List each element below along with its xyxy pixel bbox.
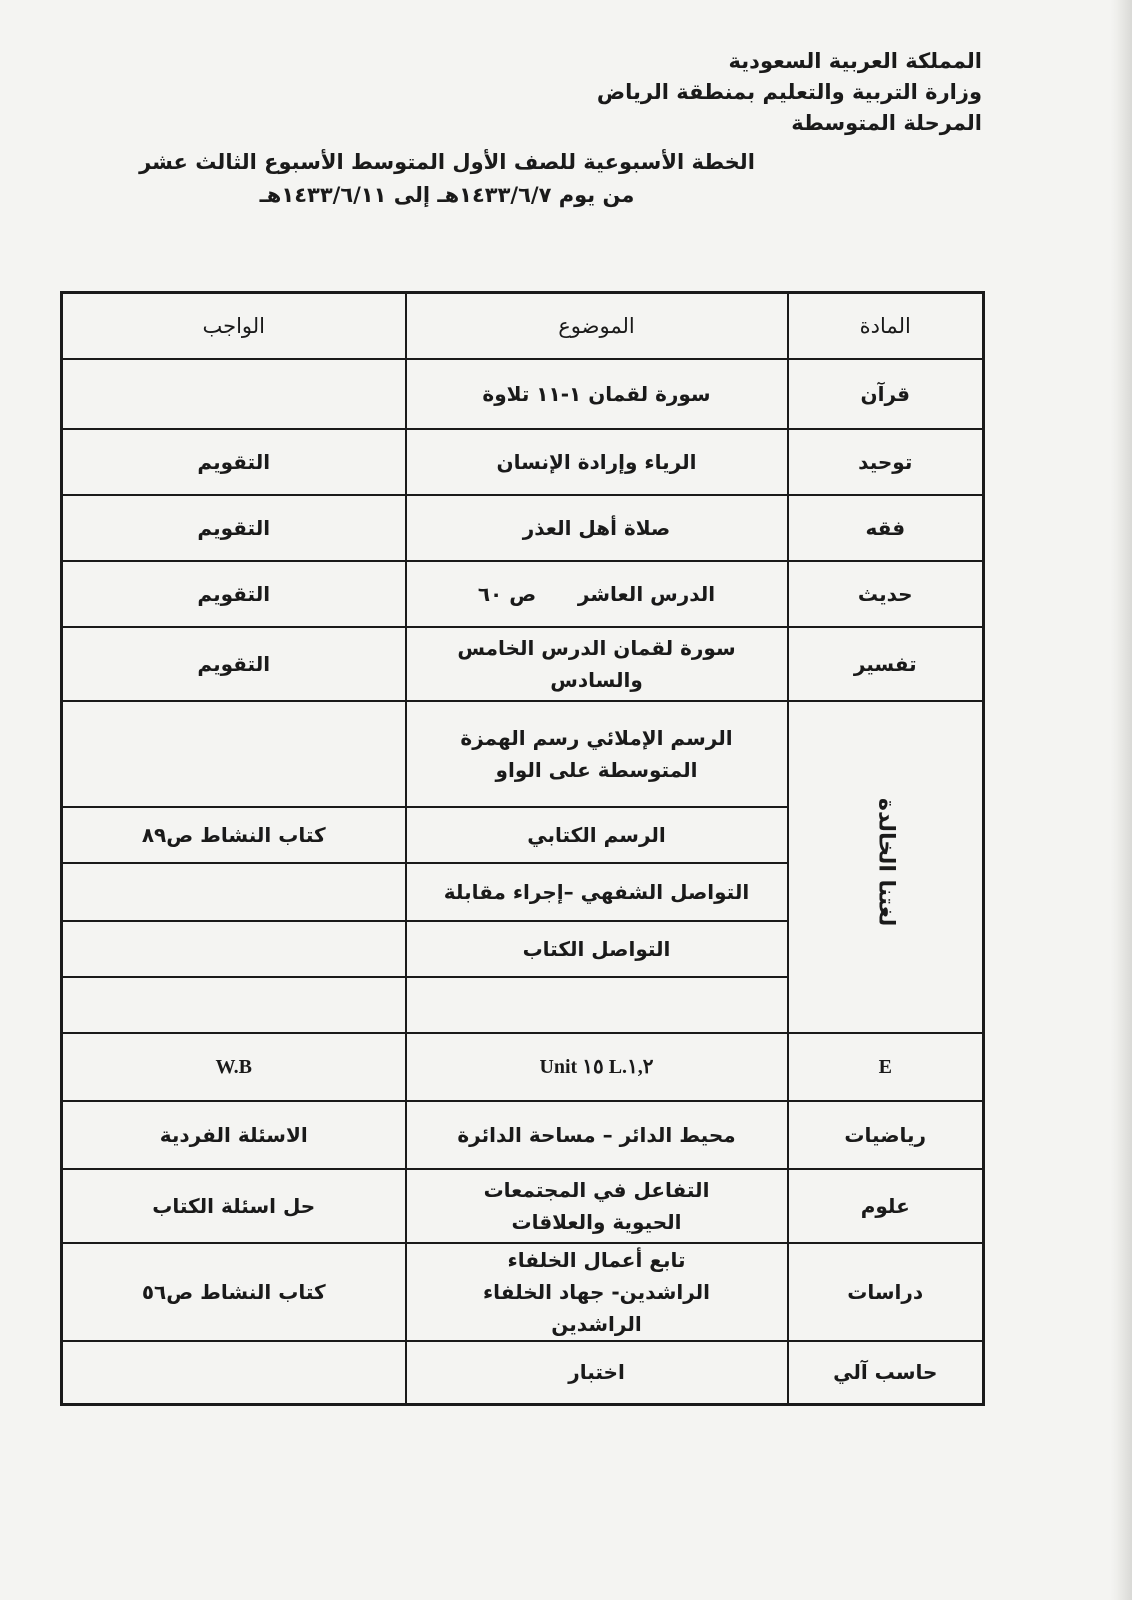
header-topic: الموضوع — [406, 293, 788, 359]
topic-cell — [406, 977, 788, 1033]
homework-cell: التقويم — [62, 429, 406, 495]
topic-line: الرسم الإملائي رسم الهمزة — [460, 725, 733, 750]
document-header — [282, 46, 982, 139]
subject-cell: قرآن — [788, 359, 984, 429]
header-homework: الواجب — [62, 293, 406, 359]
subject-cell: علوم — [788, 1169, 984, 1243]
subject-cell: E — [788, 1033, 984, 1101]
homework-cell: كتاب النشاط ص٥٦ — [62, 1243, 406, 1341]
topic-cell: اختبار — [406, 1341, 788, 1405]
plan-title — [137, 146, 757, 212]
topic-cell: صلاة أهل العذر — [406, 495, 788, 561]
header-ministry: وزارة التربية والتعليم بمنطقة الرياض — [596, 80, 982, 104]
subject-cell: تفسير — [788, 627, 984, 701]
subject-cell: فقه — [788, 495, 984, 561]
subject-cell: رياضيات — [788, 1101, 984, 1169]
homework-cell: التقويم — [62, 627, 406, 701]
weekly-plan-table — [60, 291, 985, 1406]
subject-cell: توحيد — [788, 429, 984, 495]
table-row — [62, 1341, 984, 1405]
topic-cell — [406, 701, 788, 807]
subject-cell: حديث — [788, 561, 984, 627]
homework-cell — [62, 1341, 406, 1405]
table-row — [62, 1101, 984, 1169]
homework-cell — [62, 359, 406, 429]
table-header-row — [62, 293, 984, 359]
header-kingdom: المملكة العربية السعودية — [728, 49, 982, 73]
homework-cell: كتاب النشاط ص٨٩ — [62, 807, 406, 863]
topic-cell: التفاعل في المجتمعات الحيوية والعلاقات — [406, 1169, 788, 1243]
homework-cell: حل اسئلة الكتاب — [62, 1169, 406, 1243]
topic-line: المتوسطة على الواو — [495, 757, 698, 782]
plan-title-main: الخطة الأسبوعية للصف الأول المتوسط الأسبوع الثالث عشر — [139, 150, 755, 174]
subject-cell: دراسات — [788, 1243, 984, 1341]
topic-cell: التواصل الشفهي –إجراء مقابلة — [406, 863, 788, 921]
topic-cell: Unit ١٥ L.١,٢ — [406, 1033, 788, 1101]
homework-cell: التقويم — [62, 561, 406, 627]
topic-cell: التواصل الكتاب — [406, 921, 788, 977]
topic-cell: تابع أعمال الخلفاء الراشدين- جهاد الخلفاء الراشدين — [406, 1243, 788, 1341]
header-stage: المرحلة المتوسطة — [791, 111, 982, 135]
homework-cell — [62, 701, 406, 807]
topic-cell: الرياء وإرادة الإنسان — [406, 429, 788, 495]
table-row — [62, 701, 984, 807]
header-subject: المادة — [788, 293, 984, 359]
table-row — [62, 495, 984, 561]
homework-cell: التقويم — [62, 495, 406, 561]
homework-cell: الاسئلة الفردية — [62, 1101, 406, 1169]
subject-cell-arabic — [788, 701, 984, 1033]
table-row — [62, 627, 984, 701]
homework-cell — [62, 863, 406, 921]
homework-cell: W.B — [62, 1033, 406, 1101]
table-row — [62, 359, 984, 429]
table-row — [62, 1169, 984, 1243]
topic-cell: سورة لقمان ١-١١ تلاوة — [406, 359, 788, 429]
topic-cell: سورة لقمان الدرس الخامس والسادس — [406, 627, 788, 701]
topic-cell: الدرس العاشر ص ٦٠ — [406, 561, 788, 627]
subject-cell: حاسب آلي — [788, 1341, 984, 1405]
scan-edge-shadow — [1110, 0, 1132, 1600]
topic-cell: محيط الدائر – مساحة الدائرة — [406, 1101, 788, 1169]
table-row — [62, 1243, 984, 1341]
table-row — [62, 1033, 984, 1101]
homework-cell — [62, 921, 406, 977]
homework-cell — [62, 977, 406, 1033]
table-row — [62, 429, 984, 495]
table-row — [62, 561, 984, 627]
plan-title-dates: من يوم ١٤٣٣/٦/٧هـ إلى ١٤٣٣/٦/١١هـ — [259, 183, 635, 207]
topic-cell: الرسم الكتابي — [406, 807, 788, 863]
arabic-subject-label: لغتنا الخالدة — [873, 797, 899, 927]
